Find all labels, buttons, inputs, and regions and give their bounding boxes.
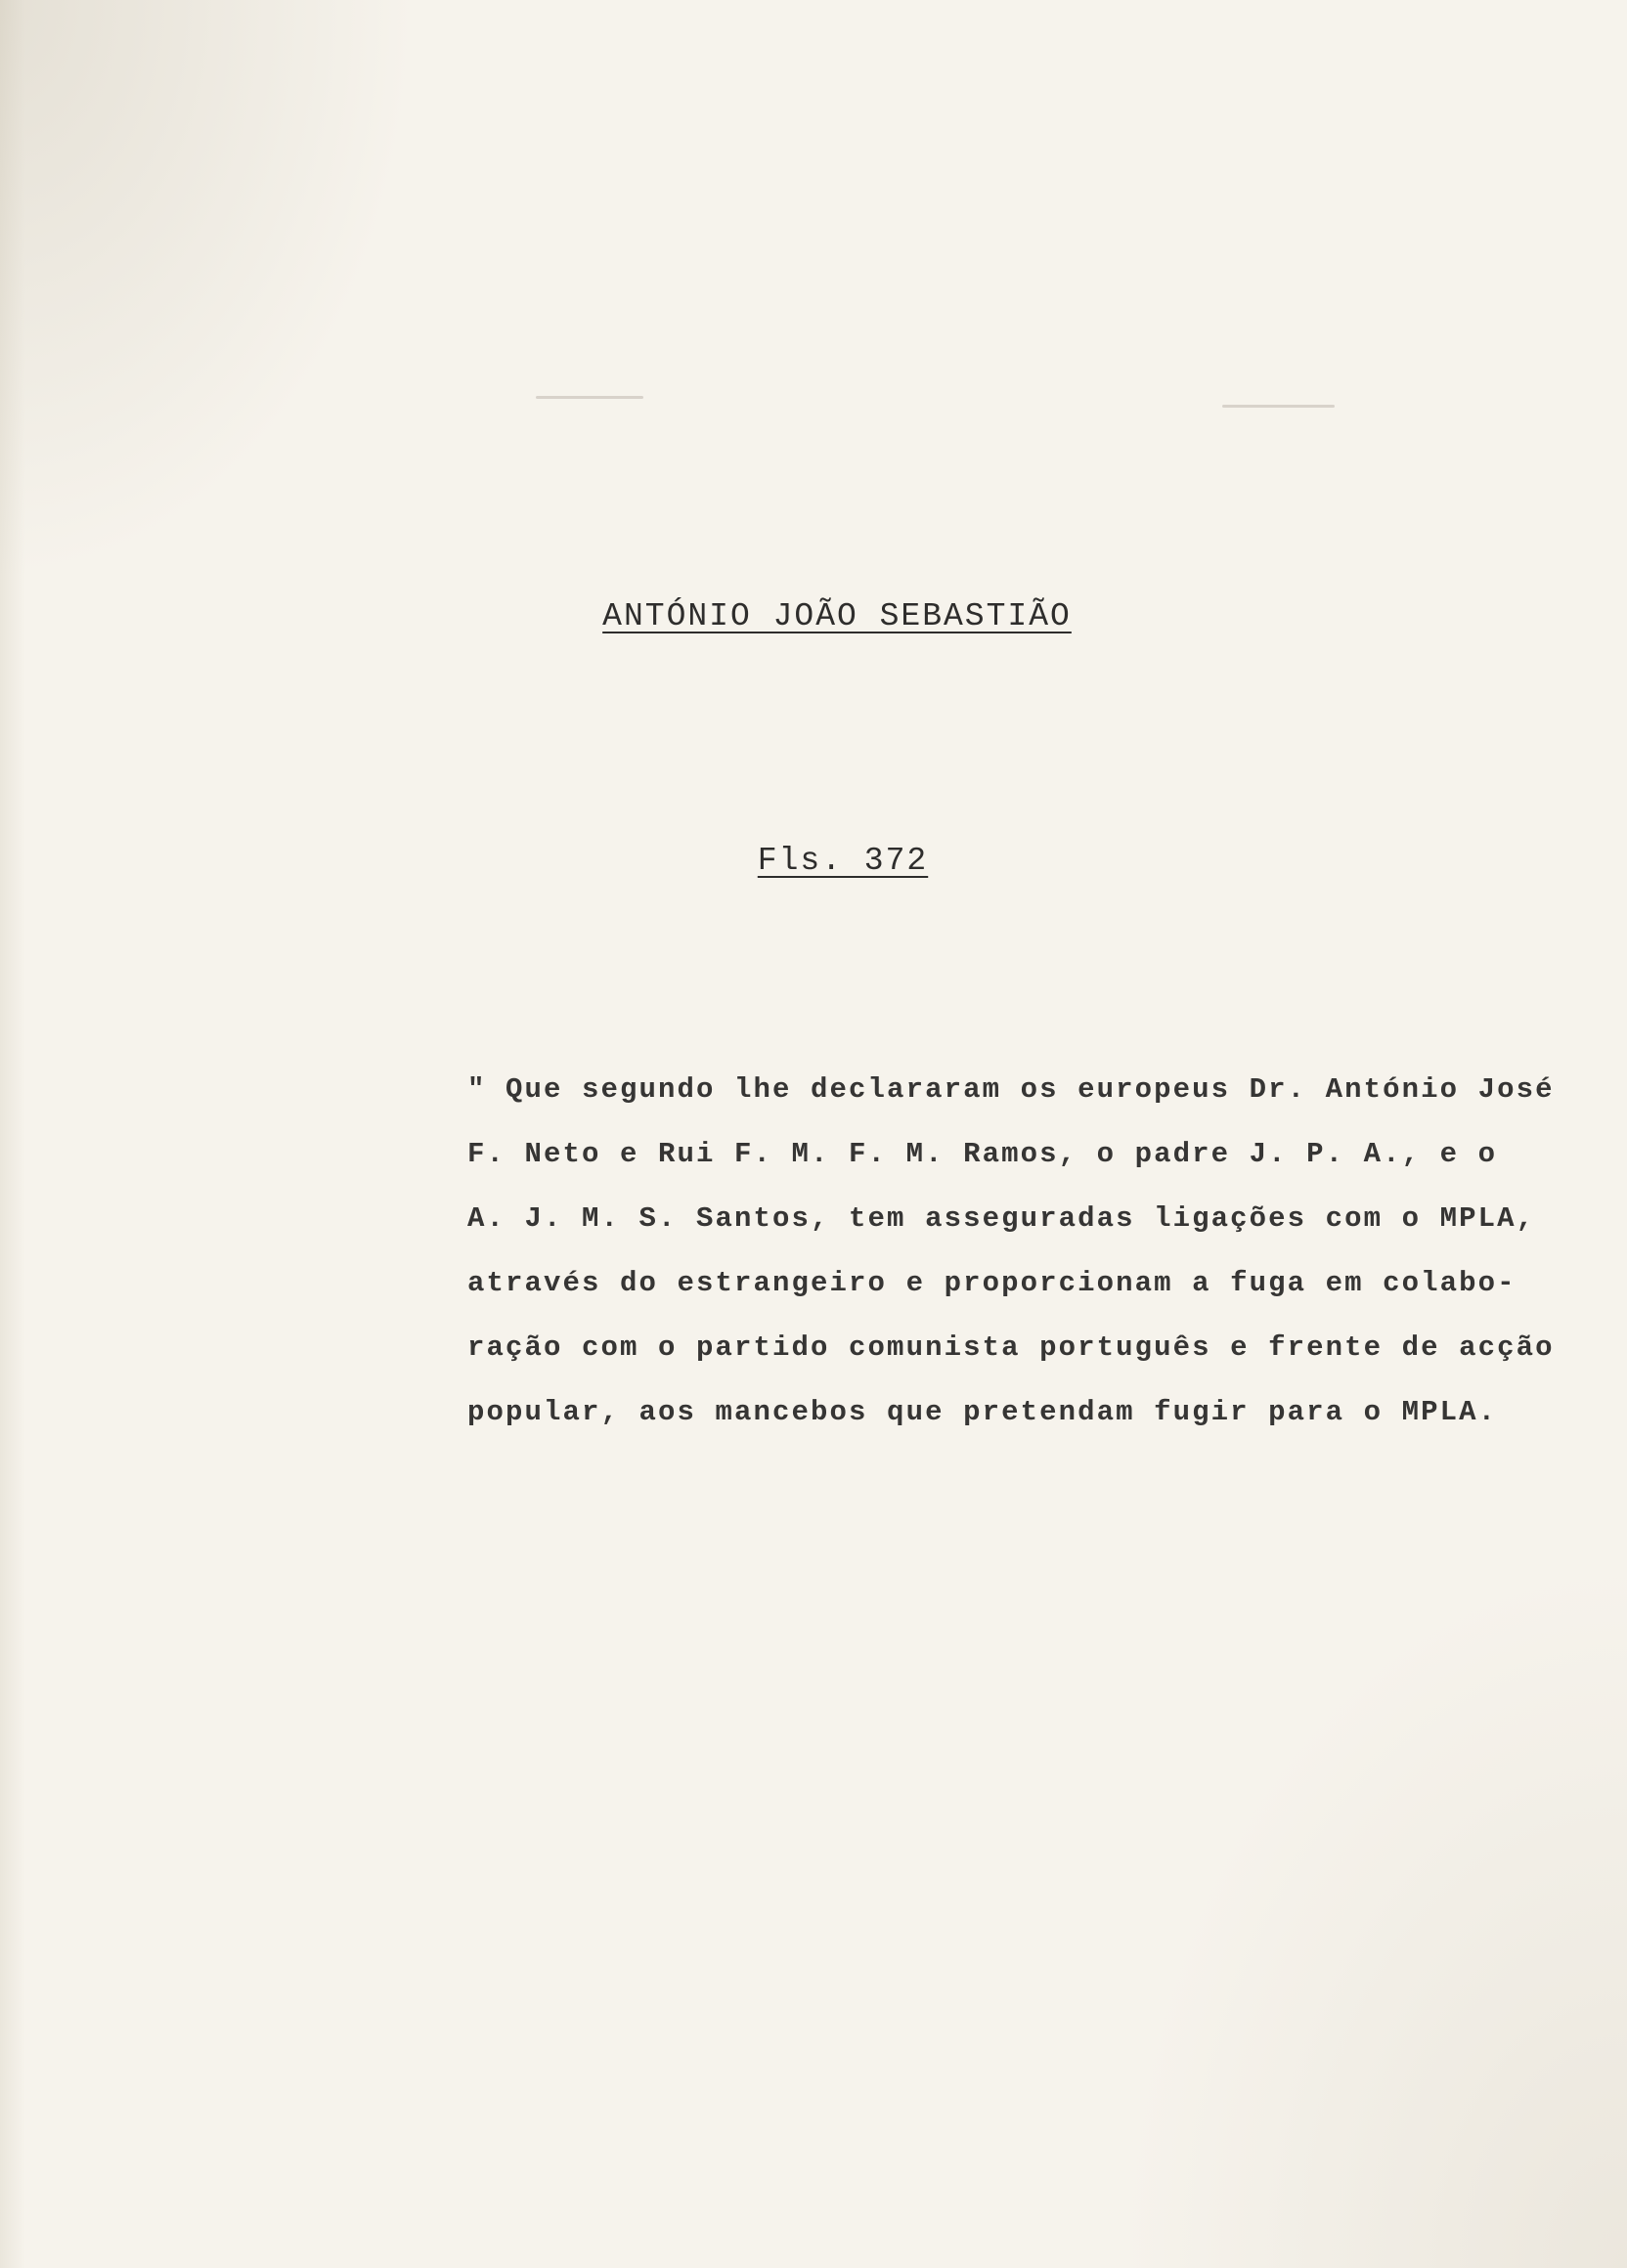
testimony-paragraph	[467, 1058, 1611, 1445]
paper-smudge-right	[1222, 405, 1335, 408]
folio-number: Fls. 372	[757, 843, 929, 879]
document-title: ANTÓNIO JOÃO SEBASTIÃO	[602, 598, 1072, 634]
paragraph-line: A. J. M. S. Santos, tem asseguradas ligações com o MPLA,	[467, 1202, 1536, 1235]
paragraph-line: através do estrangeiro e proporcionam a fuga em colabo-	[467, 1267, 1517, 1299]
paragraph-line: popular, aos mancebos que pretendam fugir para o MPLA.	[467, 1396, 1498, 1428]
paragraph-line: ração com o partido comunista português e frente de acção	[467, 1331, 1555, 1364]
paragraph-line: " Que segundo lhe declararam os europeus Dr. António José	[467, 1073, 1555, 1106]
paper-smudge-left	[536, 396, 643, 399]
paragraph-line: F. Neto e Rui F. M. F. M. Ramos, o padre J. P. A., e o	[467, 1138, 1498, 1170]
